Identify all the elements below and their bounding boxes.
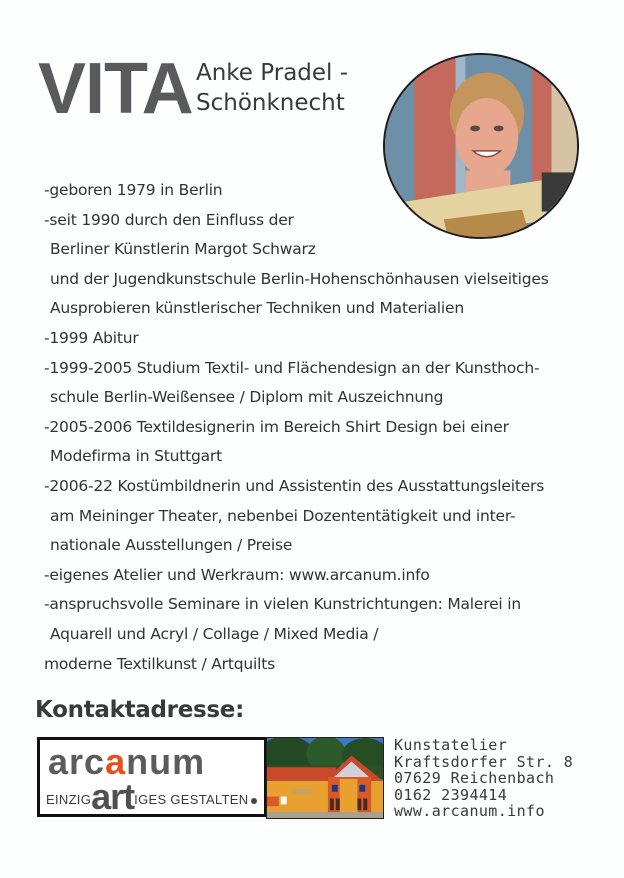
vita-line: -1999 Abitur xyxy=(44,328,139,347)
page-title: VITA xyxy=(38,49,193,129)
address-phone: 0162 2394414 xyxy=(394,785,508,804)
logo-text-part: num xyxy=(126,741,206,782)
address-street: Kraftsdorfer Str. 8 xyxy=(394,752,574,771)
house-image xyxy=(267,738,383,818)
logo-tagline-right: IGES GESTALTEN xyxy=(134,792,249,807)
name-line-1: Anke Pradel - xyxy=(196,60,349,86)
logo-tagline-art: art xyxy=(91,776,135,817)
vita-line: -geboren 1979 in Berlin xyxy=(44,181,223,199)
person-name xyxy=(196,58,348,118)
atelier-building-photo xyxy=(266,737,384,819)
contact-heading: Kontaktadresse: xyxy=(35,697,245,723)
logo-tagline xyxy=(46,776,257,817)
vita-line: Ausprobieren künstlerischer Techniken und Materialien xyxy=(50,299,464,318)
vita-line: -2006-22 Kostümbildnerin und Assistentin des Ausstattungsleiters xyxy=(44,476,545,495)
vita-line: nationale Ausstellungen / Preise xyxy=(50,536,293,555)
vita-line: -1999-2005 Studium Textil- und Flächendesign an der Kunsthoch- xyxy=(44,358,540,377)
arcanum-logo xyxy=(37,737,266,817)
vita-line: und der Jugendkunstschule Berlin-Hohenschönhausen vielseitiges xyxy=(50,269,549,288)
logo-tagline-left: EINZIG xyxy=(46,792,92,807)
contact-address xyxy=(394,737,573,820)
vita-line: Modefirma in Stuttgart xyxy=(50,447,222,466)
vita-list xyxy=(44,176,604,679)
logo-dot-icon xyxy=(251,798,257,804)
vita-line: moderne Textilkunst / Artquilts xyxy=(44,654,275,673)
address-name: Kunstatelier xyxy=(394,736,508,754)
address-city: 07629 Reichenbach xyxy=(394,769,555,787)
logo-text-part: arc xyxy=(48,741,106,782)
vita-line: -eigenes Atelier und Werkraum: www.arcanum.info xyxy=(44,565,430,584)
vita-line: schule Berlin-Weißensee / Diplom mit Auszeichnung xyxy=(50,388,444,407)
vita-line: -2005-2006 Textildesignerin im Bereich Shirt Design bei einer xyxy=(44,417,509,436)
vita-line: am Meininger Theater, nebenbei Dozententätigkeit und inter- xyxy=(50,506,516,525)
vita-line: -seit 1990 durch den Einfluss der xyxy=(44,210,294,229)
vita-line: -anspruchsvolle Seminare in vielen Kunstrichtungen: Malerei in xyxy=(44,595,521,614)
vita-line: Berliner Künstlerin Margot Schwarz xyxy=(50,240,316,259)
logo-accent-letter: a xyxy=(105,741,127,782)
address-website-link[interactable]: www.arcanum.info xyxy=(394,802,545,820)
name-line-2: Schönknecht xyxy=(196,90,345,116)
vita-line: Aquarell und Acryl / Collage / Mixed Media / xyxy=(50,624,379,643)
